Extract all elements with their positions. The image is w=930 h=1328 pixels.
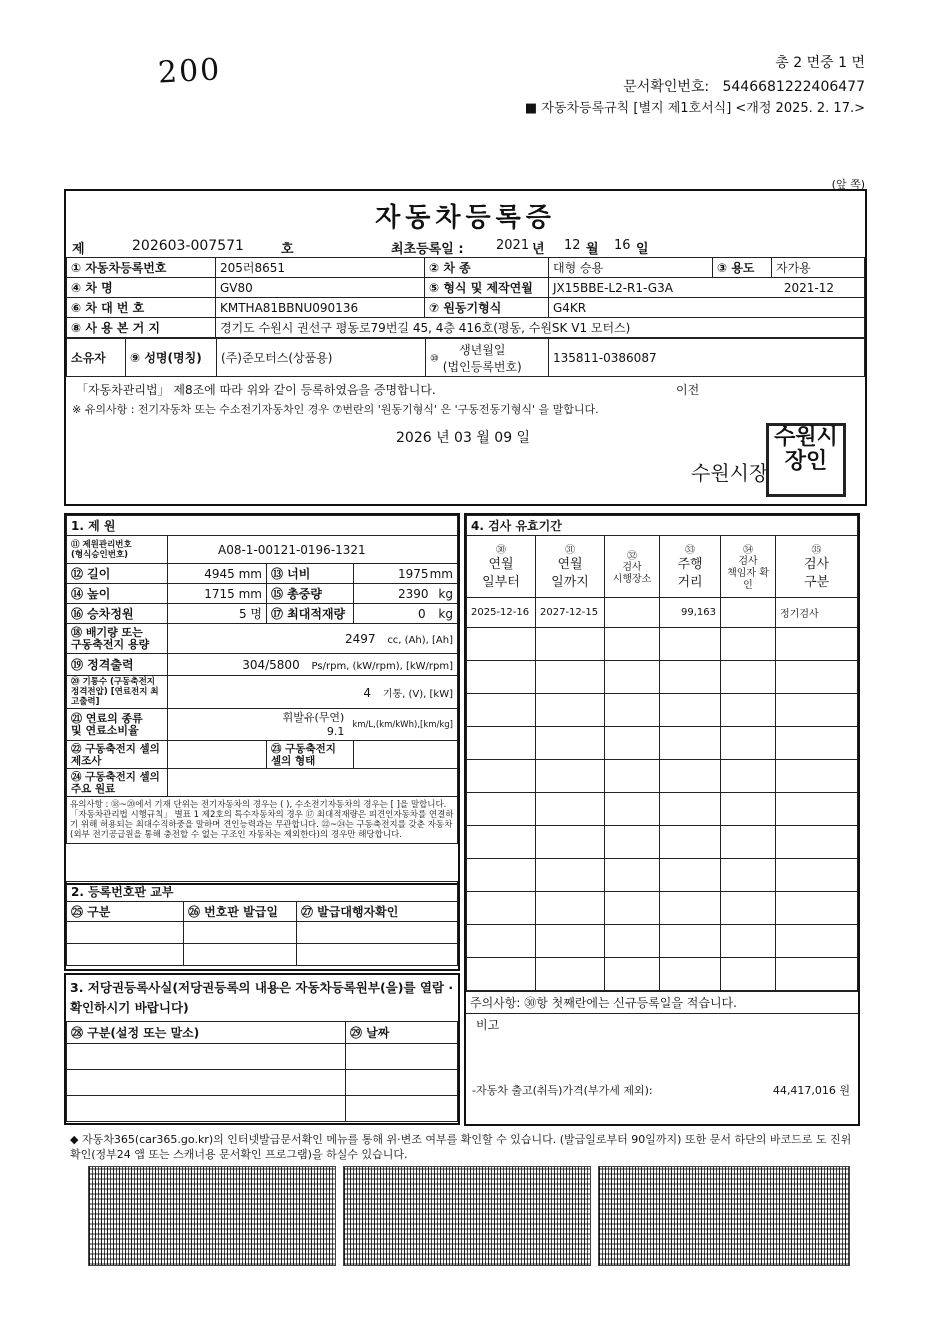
inspection-title: 4. 검사 유효기간 [467,516,858,536]
inspection-cell [467,958,536,991]
vehicle-type: 대형 승용 [549,258,713,278]
owner-table [66,338,865,377]
fuel-cell [168,709,458,741]
handwritten-number: 200 [157,52,223,91]
length-label: ⑫ 길이 [67,564,168,584]
owner-name-label: ⑨ 성명(명칭) [126,339,217,377]
inspection-cell [536,760,605,793]
spec-table [66,515,458,844]
law-text: 「자동차관리법」 제8조에 따라 위와 같이 등록하였음을 증명합니다. [76,383,436,397]
fuel-label [67,709,168,741]
load-unit: kg [438,606,453,621]
certificate-table [66,257,865,338]
fuel-label-2: 및 연료소비율 [71,723,139,737]
mgmt-number: A08-1-00121-0196-1321 [168,536,458,564]
certificate-note: ※ 유의사항 : 전기자동차 또는 수소전기자동차인 경우 ⑦번란의 '원동기형식' 은 '구동전동기형식' 을 말합니다. [72,403,599,416]
first-reg-month: 12 [564,238,581,253]
inspection-cell [536,661,605,694]
inspection-cell [605,694,660,727]
mgmt-label-1: ⑪ 제원관리번호 [71,539,132,550]
inspection-cell [721,727,776,760]
day-unit: 일 [636,242,649,257]
engine: G4KR [549,298,865,318]
inspection-cell [536,727,605,760]
inspection-cell [605,760,660,793]
certificate-number: 202603-007571 [132,238,244,254]
inspection-header-line2: 구분 [803,575,830,590]
inspection-header-line1: 주행 [677,557,703,572]
lien-col1: ㉘ 구분(설정 또는 말소) [67,1022,346,1044]
certificate-bottom [66,377,865,501]
model-date: 2021-12 [783,280,834,295]
inspection-cell [536,958,605,991]
inspection-cell [660,727,721,760]
inspection-cell [536,793,605,826]
seal-line1: 수원시 [774,425,838,450]
cyl: 4 [363,685,371,700]
inspection-header-3 [605,536,660,598]
inspection-cell [721,859,776,892]
front-side: (앞 쪽) [831,178,865,191]
inspection-cell [536,925,605,958]
lien-section [64,973,460,1125]
reg-no-label: ① 자동차등록번호 [67,258,216,278]
cell-maker [168,741,267,769]
inspection-cell [721,958,776,991]
inspection-row [467,826,858,859]
cell-form [354,741,458,769]
plate-col1: ㉕ 구분 [67,902,184,922]
inspection-cell [776,892,858,925]
cell-form-label: ㉓ 구동축전지 셀의 형태 [267,741,354,769]
disp-unit: cc, (Ah), [Ah] [387,634,453,646]
width-unit: mm [429,566,453,581]
plate-section [64,881,460,971]
inspection-cell [721,826,776,859]
year-unit: 년 [532,242,545,257]
inspection-cell [467,694,536,727]
inspection-header-no: ㉞ [743,545,753,556]
mgmt-label-2: (형식승인번호) [71,549,129,560]
cell-mat-label: ㉔ 구동축전지 셀의 주요 원료 [67,769,168,797]
vehicle-name: GV80 [216,278,425,298]
plate-title: 2. 등록번호판 교부 [67,882,458,902]
inspection-cell [660,793,721,826]
inspection-header-line1: 검사 [803,557,830,572]
lien-col2: ㉙ 날짜 [346,1022,458,1044]
barcode-2 [343,1166,591,1266]
mgmt-label [67,536,168,564]
inspection-cell [605,727,660,760]
power-cell [168,654,458,676]
inspection-cell [721,925,776,958]
certificate-title: 자동차등록증 [375,203,556,233]
inspection-cell [660,892,721,925]
plate-col2: ㉖ 번호판 발급일 [184,902,297,922]
address-label: ⑧ 사 용 본 거 지 [67,318,216,338]
insp-from: 2025-12-16 [467,598,536,628]
insp-to: 2027-12-15 [536,598,605,628]
no-prefix: 제 [72,242,85,257]
remark-label: 비고 [476,1018,500,1032]
inspection-cell [776,826,858,859]
inspection-header-no: ㉟ [811,545,822,556]
inspection-cell [660,925,721,958]
inspection-cell [536,826,605,859]
inspection-header-line1: 검사 [622,562,642,573]
first-reg-label: 최초등록일 : [391,242,464,257]
inspection-cell [776,628,858,661]
inspection-cell [536,892,605,925]
inspection-row [467,760,858,793]
width-cell [354,564,458,584]
doc-confirm-number: 5446681222406477 [722,79,865,95]
first-reg-day: 16 [614,238,631,253]
load: 0 [418,606,426,621]
fuel-unit: km/L,(km/kWh),[km/kg] [352,719,453,730]
inspection-table [466,515,858,991]
inspection-header-line2: 거리 [677,575,703,590]
plate-col3: ㉗ 발급대행자확인 [297,902,458,922]
lien-table [66,1021,458,1122]
model-cell [549,278,865,298]
inspection-row [467,793,858,826]
inspection-cell [721,628,776,661]
inspection-cell [660,694,721,727]
inspection-header-no: ㉚ [496,545,506,556]
inspection-header-no: ㉜ [627,551,637,562]
inspection-header-4 [660,536,721,598]
inspection-cell [776,694,858,727]
inspection-cell [467,859,536,892]
inspection-row [467,925,858,958]
first-reg-year: 2021 [496,238,530,253]
inspection-header-line2: 책임자 확인 [727,568,769,591]
inspection-header-no: ㉛ [565,545,575,556]
insp-kind: 정기검사 [776,598,858,628]
inspection-cell [776,793,858,826]
barcode-1 [88,1166,336,1266]
inspection-note: 주의사항: ㉚항 첫째란에는 신규등록일을 적습니다. [466,991,858,1013]
official-seal [766,423,846,497]
width: 1975 [398,566,429,581]
remark-box [466,1013,858,1100]
fuel-eff: 9.1 [326,724,345,738]
model-label: ⑤ 형식 및 제작연월 [425,278,549,298]
inspection-empty-rows [467,628,858,991]
inspection-cell [776,925,858,958]
model: JX15BBE-L2-R1-G3A [553,280,673,295]
inspection-cell [660,958,721,991]
inspection-header-1 [467,536,536,598]
transfer-text: 이전 [676,383,700,397]
inspection-cell [605,892,660,925]
inspection-cell [467,727,536,760]
barcode-3 [598,1166,850,1266]
inspection-cell [536,859,605,892]
inspection-cell [605,793,660,826]
birth-label-2: (법인등록번호) [442,359,522,374]
inspection-header-line1: 연월 [557,557,583,572]
doc-confirm [480,76,865,96]
disp: 2497 [344,631,376,646]
power-unit: Ps/rpm, (kW/rpm), [kW/rpm] [311,660,453,672]
insp-resp [721,598,776,628]
gross-cell [354,584,458,604]
inspection-cell [467,760,536,793]
inspection-row [467,628,858,661]
inspection-cell [721,661,776,694]
inspection-cell [721,694,776,727]
inspection-cell [467,661,536,694]
inspection-cell [721,892,776,925]
inspection-header-line2: 일까지 [551,575,589,590]
inspection-cell [721,793,776,826]
height-label: ⑭ 높이 [67,584,168,604]
inspection-cell [536,694,605,727]
footer-text: ◆ 자동차365(car365.go.kr)의 인터넷발급문서확인 메뉴를 통해 위·변조 여부를 확인할 수 있습니다. (발급일로부터 90일까지) 또한 문서 하단의 바코드로 도 진위확인(정부24 앱 또는 스캐너용 문서확인 프로그램)을 하실수 있습니다. [70,1133,852,1161]
certificate-box [64,189,867,506]
inspection-cell [536,628,605,661]
inspection-cell [776,859,858,892]
inspection-row [467,859,858,892]
height: 1715 mm [168,584,267,604]
plate-table [66,881,458,966]
owner-label: 소유자 [67,339,126,377]
seal-line2: 장인 [784,449,828,474]
lien-title: 3. 저당권등록사실(저당권등록의 내용은 자동차등록원부(을)를 열람 · 확인하시기 바랍니다) [70,980,454,1015]
inspection-cell [776,727,858,760]
inspection-cell [660,760,721,793]
inspection-row [467,694,858,727]
inspection-cell [776,760,858,793]
length: 4945 mm [168,564,267,584]
insp-mileage: 99,163 [660,598,721,628]
doc-confirm-label: 문서확인번호: [623,79,710,95]
inspection-section [464,513,860,1126]
spec-section [64,513,460,885]
power-label: ⑲ 정격출력 [67,654,168,676]
inspection-header-line2: 일부터 [482,575,520,590]
vin-label: ⑥ 차 대 번 호 [67,298,216,318]
inspection-header-line1: 검사 [738,556,758,567]
inspection-cell [660,628,721,661]
spec-title: 1. 제 원 [67,516,458,536]
birth-label-1: 생년월일 [459,342,506,357]
reg-no: 205러8651 [216,258,425,278]
fuel-type: 휘발유(무연) [282,710,345,724]
disp-cell [168,624,458,654]
inspection-header-no: ㉝ [685,545,695,556]
cell-mat [168,769,458,797]
inspection-row [467,892,858,925]
inspection-cell [605,925,660,958]
inspection-cell [776,958,858,991]
price: 44,417,016 원 [772,1084,850,1097]
inspection-cell [605,628,660,661]
inspection-row [467,661,858,694]
certificate-number-line [66,234,865,256]
use-label: ③ 용도 [713,258,772,278]
issuer: 수원시장 [691,461,769,485]
inspection-cell [660,859,721,892]
inspection-header-6 [776,536,858,598]
inspection-header-2 [536,536,605,598]
inspection-cell [605,859,660,892]
name-label: ④ 차 명 [67,278,216,298]
inspection-row [467,958,858,991]
inspection-cell [467,628,536,661]
month-unit: 월 [586,242,599,257]
inspection-cell [467,793,536,826]
disp-label [67,624,168,654]
width-label: ⑬ 너비 [267,564,354,584]
type-label: ② 차 종 [425,258,549,278]
birth-no: ⑩ [430,353,439,364]
seats-label: ⑯ 승차정원 [67,604,168,624]
disp-label-1: ⑱ 배기량 또는 [71,625,143,639]
inspection-header-line2: 시행장소 [612,574,652,585]
inspection-cell [605,958,660,991]
address: 경기도 수원시 권선구 평동로79번길 45, 4층 416호(평동, 수원SK V1 모터스) [216,318,865,338]
price-label: -자동차 출고(취득)가격(부가세 제외): [472,1084,653,1097]
issue-date: 2026 년 03 월 09 일 [396,430,531,446]
gross: 2390 [398,586,429,601]
power: 304/5800 [242,657,300,672]
inspection-cell [776,661,858,694]
seats: 5 명 [168,604,267,624]
inspection-cell [721,760,776,793]
load-cell [354,604,458,624]
vin: KMTHA81BBNU090136 [216,298,425,318]
inspection-row [467,727,858,760]
cyl-unit: 기통, (V), [kW] [382,688,453,700]
disp-label-2: 구동축전지 용량 [71,637,150,651]
vehicle-use: 자가용 [772,258,865,278]
gross-label: ⑮ 총중량 [267,584,354,604]
cyl-cell [168,676,458,709]
fuel-label-1: ㉑ 연료의 종류 [71,711,143,725]
inspection-cell [467,892,536,925]
inspection-cell [660,661,721,694]
no-suffix: 호 [281,242,294,257]
regulation: ■ 자동차등록규칙 [별지 제1호서식] <개정 2025. 2. 17.> [524,101,865,116]
owner-name: (주)준모터스(상품용) [217,339,426,377]
gross-unit: kg [438,586,453,601]
inspection-header-row [467,536,858,598]
inspection-cell [467,826,536,859]
inspection-header-5 [721,536,776,598]
page-count: 총 2 면중 1 면 [775,55,865,71]
cyl-label: ⑳ 기통수 (구동축전지정격전압) [연료전지 최고출력] [67,676,168,709]
engine-label: ⑦ 원동기형식 [425,298,549,318]
load-label: ⑰ 최대적재량 [267,604,354,624]
birth: 135811-0386087 [549,339,865,377]
inspection-cell [467,925,536,958]
insp-place [605,598,660,628]
inspection-cell [605,661,660,694]
inspection-cell [660,826,721,859]
inspection-header-line1: 연월 [488,557,514,572]
spec-note: 유의사항 : ⑱~⑳에서 기재 단위는 전기자동차의 경우는 ( ), 수소전기자동차의 경우는 [ ]을 말합니다. 「자동차관리법 시행규칙」 별표 1 제2호의 특수자동차의 경우 ⑰ 최대적재량은 피견인자동차를 연결하기 위해 허용되는 최대수직하중을 말하며 견인능력과는 무관합니다. ㉒~㉔는 구동축전지를 갖춘 자동차(외부 전기공급원을 통해 충전할 수 없는 구조인 자동차는 제외한다)의 경우만 해당합니다. [67,797,458,844]
cell-maker-label: ㉒ 구동축전지 셀의 제조사 [67,741,168,769]
inspection-cell [605,826,660,859]
birth-label-cell [426,339,549,377]
